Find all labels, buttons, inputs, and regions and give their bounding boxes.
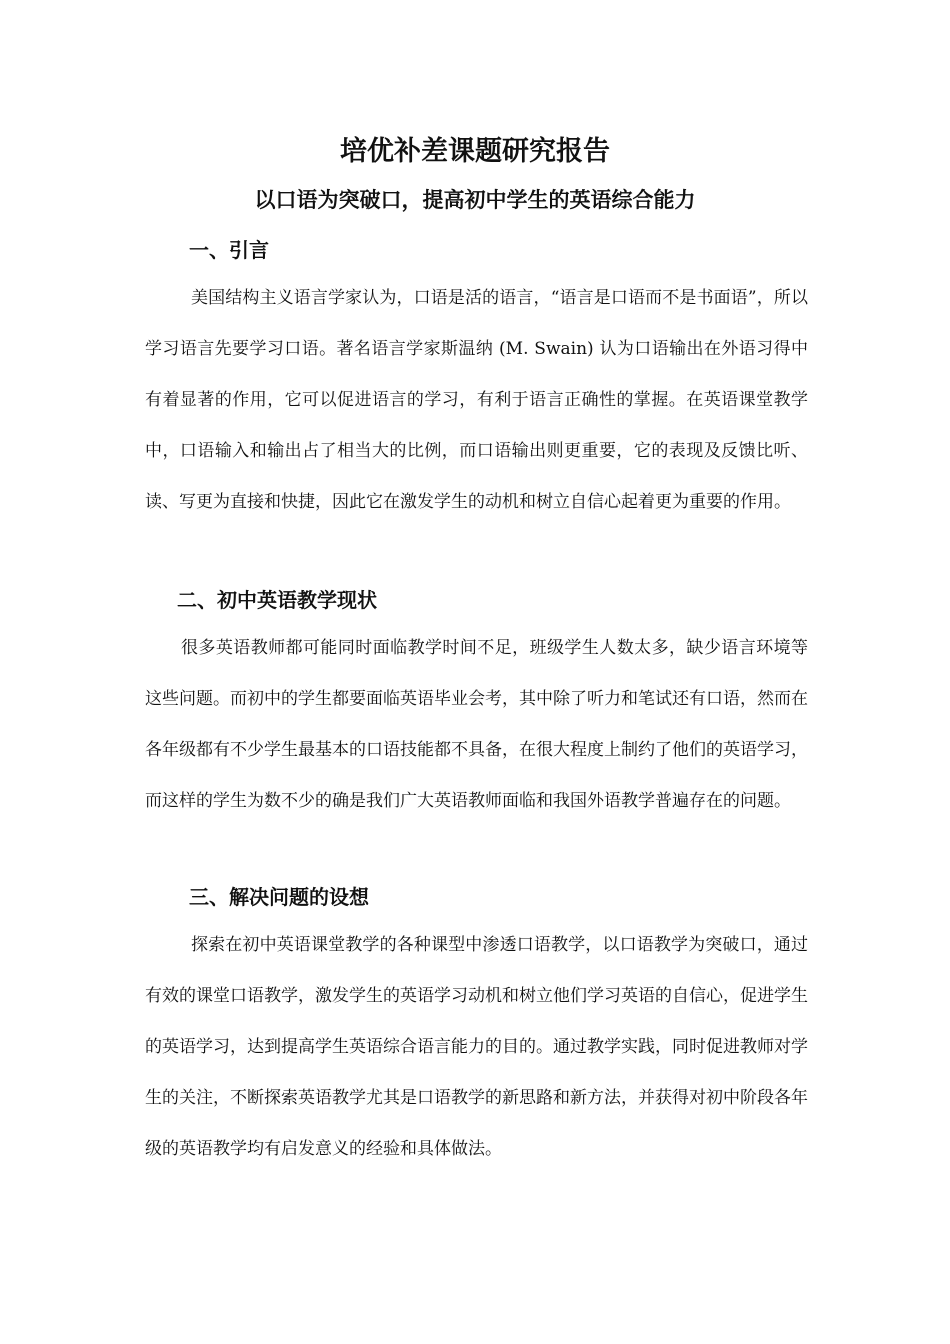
section-heading-current-situation: 二、初中英语教学现状 [177, 588, 377, 612]
section-paragraph-introduction: 美国结构主义语言学家认为，口语是活的语言，“语言是口语而不是书面语”，所以学习语言先要学习口语。著名语言学家斯温纳 (M. Swain) 认为口语输出在外语习得中有着显著的作用，它可以促进语言的学习，有利于语言正确性的掌握。在英语课堂教学中，口语输入和输出占了相当大的比例，而口语输出则更重要，它的表现及反馈比听、读、写更为直接和快捷，因此它在激发学生的动机和树立自信心起着更为重要的作用。 [145, 288, 808, 512]
document-title: 培优补差课题研究报告 [340, 136, 610, 167]
section-heading-introduction: 一、引言 [189, 238, 269, 262]
document-subtitle: 以口语为突破口，提高初中学生的英语综合能力 [254, 187, 696, 212]
section-heading-proposed-solution: 三、解决问题的设想 [189, 885, 369, 909]
section-paragraph-current-situation: 很多英语教师都可能同时面临教学时间不足，班级学生人数太多，缺少语言环境等这些问题。而初中的学生都要面临英语毕业会考，其中除了听力和笔试还有口语，然而在各年级都有不少学生最基本的口语技能都不具备，在很大程度上制约了他们的英语学习，而这样的学生为数不少的确是我们广大英语教师面临和我国外语教学普遍存在的问题。 [145, 638, 808, 811]
section-paragraph-proposed-solution: 探索在初中英语课堂教学的各种课型中渗透口语教学，以口语教学为突破口，通过有效的课堂口语教学，激发学生的英语学习动机和树立他们学习英语的自信心，促进学生的英语学习，达到提高学生英语综合语言能力的目的。通过教学实践，同时促进教师对学生的关注，不断探索英语教学尤其是口语教学的新思路和新方法，并获得对初中阶段各年级的英语教学均有启发意义的经验和具体做法。 [145, 935, 808, 1159]
